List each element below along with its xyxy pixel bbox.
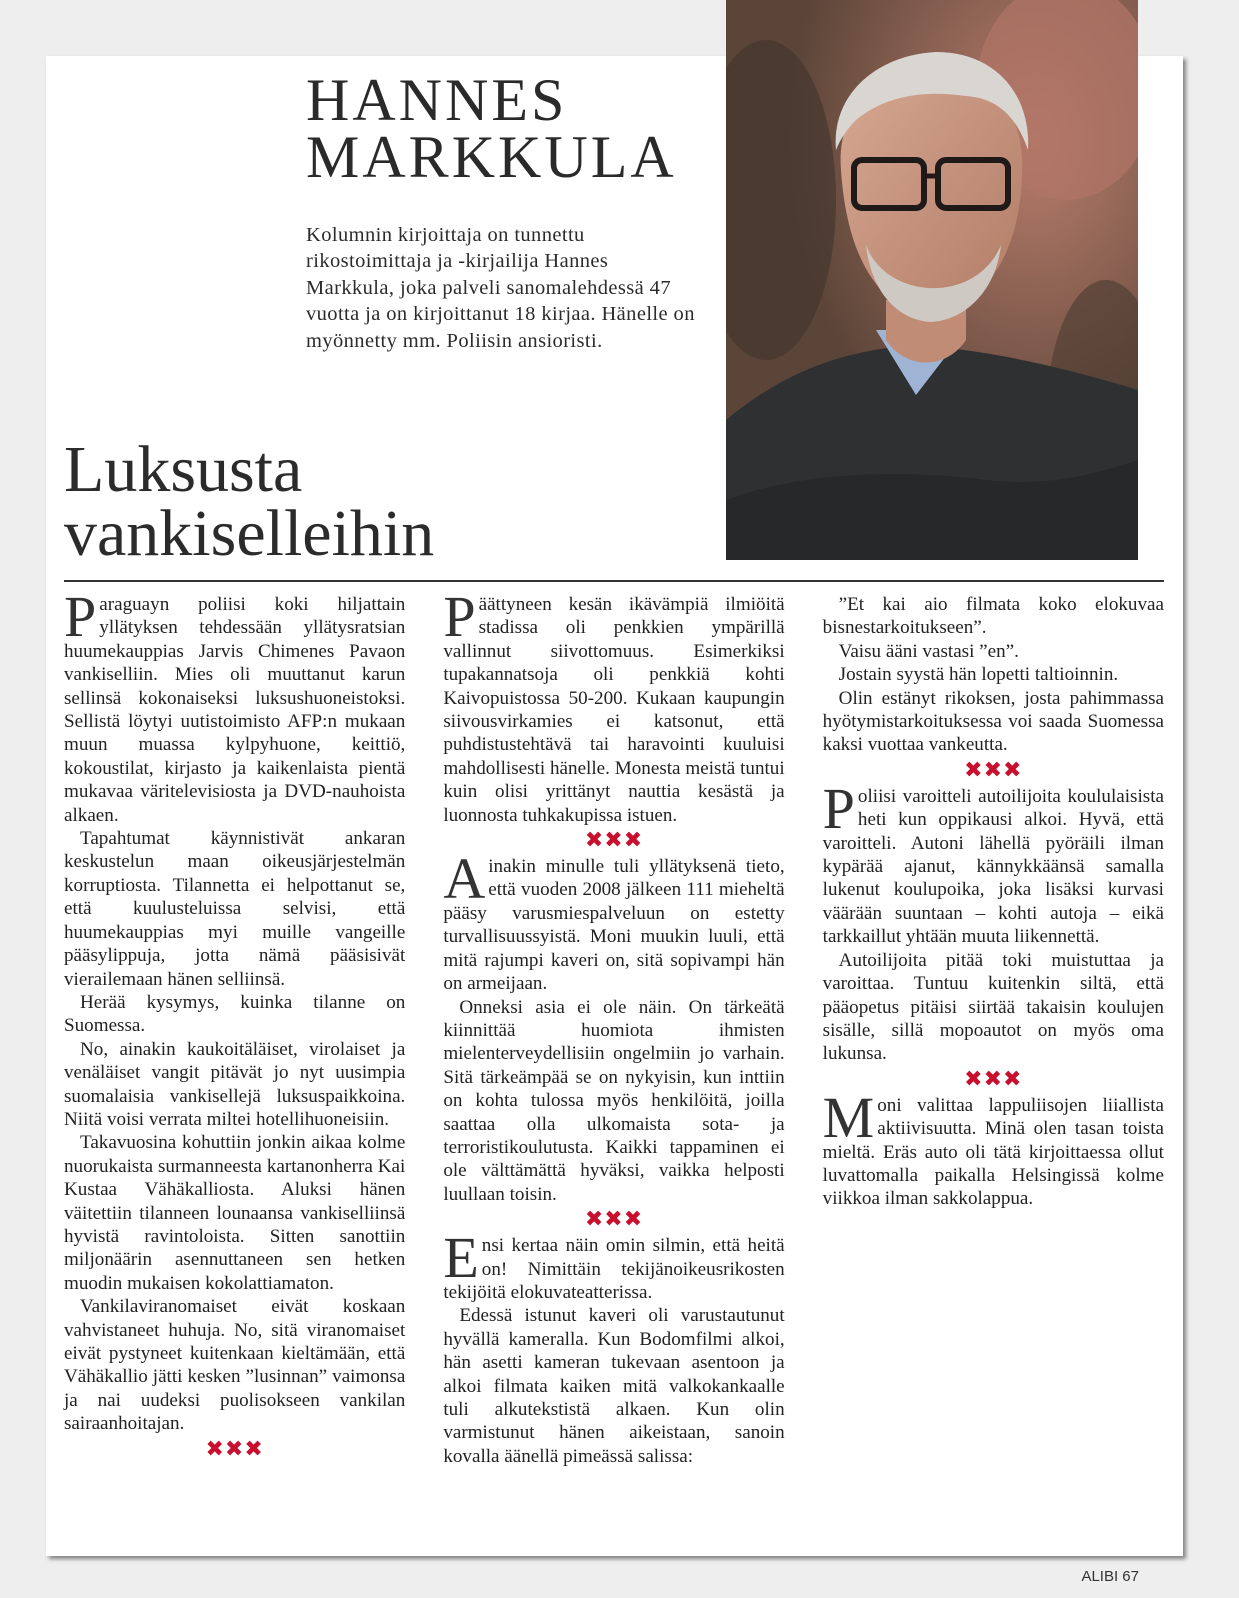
paragraph: Päättyneen kesän ikävämpiä ilmiöitä stadissa oli penkkien ympärillä vallinnut siivottomuus. Esimerkiksi tupakannatsoja oli penkkiä kohti Kaivopuistossa 50-200. Kukaan kaupungin siivousvirkamies ei katsonut, että puhdistustehtävä tai haravointi kuuluisi mahdollisesti hänelle. Monesta meistä tuntui kuin olisi yrittänyt nauttia kesästä ja luonnosta tuhkakupissa istuen.	[443, 584, 785, 826]
paragraph: ”Et kai aio filmata koko elokuvaa bisnestarkoitukseen”.	[822, 594, 1164, 639]
paragraph: Olin estänyt rikoksen, josta pahimmassa hyötymistarkoituksessa voi saada Suomessa kaksi vuottaa vankeutta.	[822, 687, 1164, 756]
paragraph: Onneksi asia ei ole näin. On tärkeätä kiinnittää huomiota ihmisten mielenterveydellisiin ongelmiin jo varhain. Sitä tärkeämpää se on nykyisin, kun inttiin on kohta tulossa myös henkilöitä, joilla saattaa olla ulkomaista sota- ja terroristikoulutusta. Kaikki tappaminen ei ole välttämättä hyväksi, vaikka helposti luullaan toisin.	[443, 996, 785, 1205]
author-first-name: HANNES	[306, 67, 568, 133]
paragraph: Ensi kertaa näin omin silmin, että heitä on! Nimittäin tekijänoikeusrikosten tekijöitä elokuvateatterissa.	[443, 1225, 785, 1303]
paragraph: Ainakin minulle tuli yllätyksenä tieto, että vuoden 2008 jälkeen 111 mieheltä pääsy varusmiespalveluun on estetty turvallisuussyistä. Moni muukin luuli, että mitä rajumpi kaveri on, sitä sopivampi hän on armeijaan.	[443, 846, 785, 995]
paragraph: Jostain syystä hän lopetti taltioinnin.	[838, 664, 1119, 686]
section-separator: ✖✖✖	[964, 1066, 1023, 1092]
section-separator: ✖✖✖	[584, 1207, 644, 1233]
paragraph: Vankilaviranomaiset eivät koskaan vahvistaneet huhuja. No, sitä viranomaiset eivät pystyneet kuitenkaan kieltämään, että Vähäkallio jätti kesken ”lusinnan” vaimonsa ja nai uudeksi puolisokseen vankilan sairaanhoitajan.	[64, 1296, 406, 1435]
paragraph: Takavuosina kohuttiin jonkin aikaa kolme nuorukaista surmanneesta kartanonherra Kai Kustaa Vähäkalliosta. Aluksi hänen väitettiin tilanneen lounaansa vankiselliinsä hyvistä ravintoloista. Sitten sanottiin miljonäärin asennuttaneen sen hetken muodin mukaisen kokolattiamaton.	[64, 1132, 406, 1294]
paragraph: Poliisi varoitteli autoilijoita koululaisista heti kun oppikausi alkoi. Hyvä, että varoitteli. Autoni lähellä pyöräili ilman kypärää ajanut, kännykkäänsä samalla lukenut koulupoika, joka lisäksi kurvasi väärään suuntaan – kohti autoja – eikä tarkkaillut yhtään muuta liikennettä.	[822, 775, 1164, 948]
headline-line-2: vankiselleihin	[64, 497, 435, 570]
paragraph: Vaisu ääni vastasi ”en”.	[838, 640, 1019, 662]
section-separator: ✖✖✖	[205, 1436, 264, 1462]
paragraph: Autoilijoita pitää toki muistuttaa ja varoittaa. Tuntuu kuitenkin siltä, että pääopetus pitäisi siirtää takaisin koulujen sisälle, sillä mopoautot on myös oma lukunsa.	[822, 949, 1164, 1065]
magazine-page	[46, 56, 1183, 1556]
paragraph: No, ainakin kaukoitäläiset, virolaiset ja venäläiset vangit pitävät jo nyt uusimpia suomalaisia vankisellejä luksuspaikkoina. Niitä voisi verrata miltei hotellihuoneisiin.	[64, 1038, 406, 1130]
article-headline	[64, 433, 704, 570]
section-separator: ✖✖✖	[964, 757, 1023, 783]
section-separator: ✖✖✖	[584, 828, 644, 854]
paragraph: Moni valittaa lappuliisojen liiallista aktiivisuutta. Minä olen tasan toista mieltä. Eräs auto oli tätä kirjoittaessa ollut luvattomalla paikalla Helsingissä kolme viikkoa ilman sakkolappua.	[822, 1084, 1164, 1210]
author-photo	[726, 0, 1138, 560]
author-bio: Kolumnin kirjoittaja on tunnettu rikostoimittaja ja -kirjailija Hannes Markkula, joka palveli sanomalehdessä 47 vuotta ja on kirjoittanut 18 kirjaa. Hänelle on myönnetty mm. Poliisin ansioristi.	[306, 224, 695, 352]
page-folio: ALIBI 67	[1081, 1568, 1139, 1585]
headline-rule	[64, 580, 1164, 582]
author-name	[306, 67, 746, 190]
paragraph: Paraguayn poliisi koki hiljattain yllätyksen tehdessään yllätysratsian huumekauppias Jarvis Chimenes Pavaon vankiselliin. Mies oli muuttanut karun sellinsä kokonaiseksi luksushuoneistoksi. Sellistä löytyi uutistoimisto AFP:n mukaan muun muassa kylpyhuone, keittiö, kokoustilat, kirjasto ja kaikenlaista pientä mukavaa väritelevisiosta ja DVD-nauhoista alkaen.	[64, 584, 406, 826]
paragraph: Edessä istunut kaveri oli varustautunut hyvällä kameralla. Kun Bodomfilmi alkoi, hän asetti kameran tukevaan asentoon ja alkoi filmata kaiken mitä valkokankaalle tuli alkutekstistä alkaen. Kun olin varmistunut hänen aikeistaan, sanoin kovalla äänellä pimeässä salissa:	[443, 1305, 785, 1467]
article-body	[64, 584, 1164, 1503]
paragraph: Tapahtumat käynnistivät ankaran keskustelun maan oikeusjärjestelmän korruptiosta. Tilannetta ei helpottanut se, että kuulusteluissa selvisi, että huumekauppias myi muille vangeille pääsylippuja, jotta nämä pääsisivät vierailemaan hänen selliinsä.	[64, 828, 406, 990]
author-last-name: MARKKULA	[306, 124, 677, 190]
headline-line-1: Luksusta	[64, 433, 303, 506]
paragraph: Herää kysymys, kuinka tilanne on Suomessa.	[64, 991, 406, 1037]
